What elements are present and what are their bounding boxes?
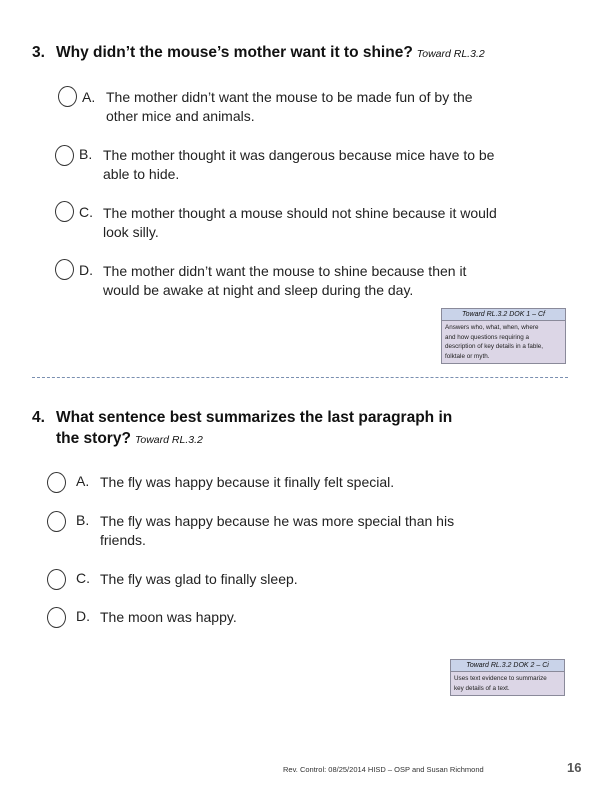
question-4-number: 4. — [32, 409, 45, 426]
question-4-text — [56, 407, 452, 451]
q4-dok-line: key details of a text. — [454, 684, 510, 692]
question-3-prompt: Why didn’t the mouse’s mother want it to shine? — [56, 44, 413, 61]
q3-option-c-text[interactable] — [103, 204, 497, 242]
q3-option-d-letter: D. — [79, 262, 93, 278]
q3-option-a-line1: The mother didn’t want the mouse to be made fun of by the — [106, 89, 473, 105]
q3-dok-line: Answers who, what, when, where — [445, 324, 539, 331]
q3-dok-header: Toward RL.3.2 DOK 1 – Cf — [442, 309, 565, 321]
q3-option-d-text[interactable] — [103, 262, 466, 300]
q3-option-a-bubble[interactable] — [58, 86, 77, 107]
q3-option-d-line1: The mother didn’t want the mouse to shine because then it — [103, 263, 467, 279]
q3-dok-line: and how questions requiring a — [445, 333, 530, 341]
q3-dok-line: description of key details in a fable, — [445, 343, 544, 350]
q3-option-b-line2: able to hide. — [103, 166, 180, 182]
q4-option-b-text[interactable] — [100, 512, 454, 550]
q4-option-c-letter: C. — [76, 570, 90, 586]
q3-option-d-bubble[interactable] — [55, 259, 74, 280]
q4-option-c-line1: The fly was glad to finally sleep. — [100, 571, 298, 587]
q3-option-c-bubble[interactable] — [55, 201, 74, 222]
q3-dok-description — [442, 321, 565, 363]
q3-option-c-line1: The mother thought a mouse should not shine because it would — [103, 205, 497, 221]
q3-option-b-text[interactable] — [103, 146, 494, 184]
q4-option-d-bubble[interactable] — [47, 607, 66, 628]
q3-option-c-line2: look silly. — [103, 224, 159, 240]
q3-option-b-line1: The mother thought it was dangerous because mice have to be — [103, 147, 495, 163]
q4-option-b-bubble[interactable] — [47, 511, 66, 532]
q4-option-c-text[interactable] — [100, 570, 298, 589]
q4-option-a-bubble[interactable] — [47, 472, 66, 493]
question-3-standard: Toward RL.3.2 — [416, 48, 485, 60]
q4-option-b-letter: B. — [76, 512, 90, 528]
q4-option-c-bubble[interactable] — [47, 569, 66, 590]
q4-option-d-text[interactable] — [100, 608, 237, 627]
q4-option-d-line1: The moon was happy. — [100, 609, 237, 625]
section-divider — [32, 377, 568, 378]
q3-option-a-letter: A. — [82, 89, 96, 105]
q4-dok-box — [450, 659, 565, 696]
q3-option-a-text[interactable] — [106, 88, 473, 126]
q4-dok-header: Toward RL.3.2 DOK 2 – Ci — [451, 660, 564, 672]
q3-dok-box — [441, 308, 566, 364]
q4-dok-line: Uses text evidence to summarize — [454, 675, 547, 682]
question-3-text — [56, 42, 485, 65]
q4-option-d-letter: D. — [76, 608, 90, 624]
q4-option-b-line1: The fly was happy because he was more special than his — [100, 513, 455, 529]
question-4-line2: the story? — [56, 430, 131, 447]
q4-option-b-line2: friends. — [100, 532, 146, 548]
q4-option-a-line1: The fly was happy because it finally felt special. — [100, 474, 395, 490]
page-number: 16 — [567, 760, 582, 775]
q3-option-a-line2: other mice and animals. — [106, 108, 255, 124]
footer-revision-text: Rev. Control: 08/25/2014 HISD – OSP and Susan Richmond — [283, 765, 484, 774]
q4-dok-description — [451, 672, 564, 695]
q3-option-d-line2: would be awake at night and sleep during the day. — [103, 282, 414, 298]
q3-dok-line: folktale or myth. — [445, 352, 490, 360]
q3-option-c-letter: C. — [79, 204, 93, 220]
q3-option-b-letter: B. — [79, 146, 93, 162]
question-3-number: 3. — [32, 44, 45, 61]
question-4-line1: What sentence best summarizes the last paragraph in — [56, 409, 453, 426]
question-4-line2-wrap — [56, 428, 452, 451]
q4-option-a-text[interactable] — [100, 473, 394, 492]
q3-option-b-bubble[interactable] — [55, 145, 74, 166]
q4-option-a-letter: A. — [76, 473, 90, 489]
question-4-standard: Toward RL.3.2 — [134, 434, 203, 446]
